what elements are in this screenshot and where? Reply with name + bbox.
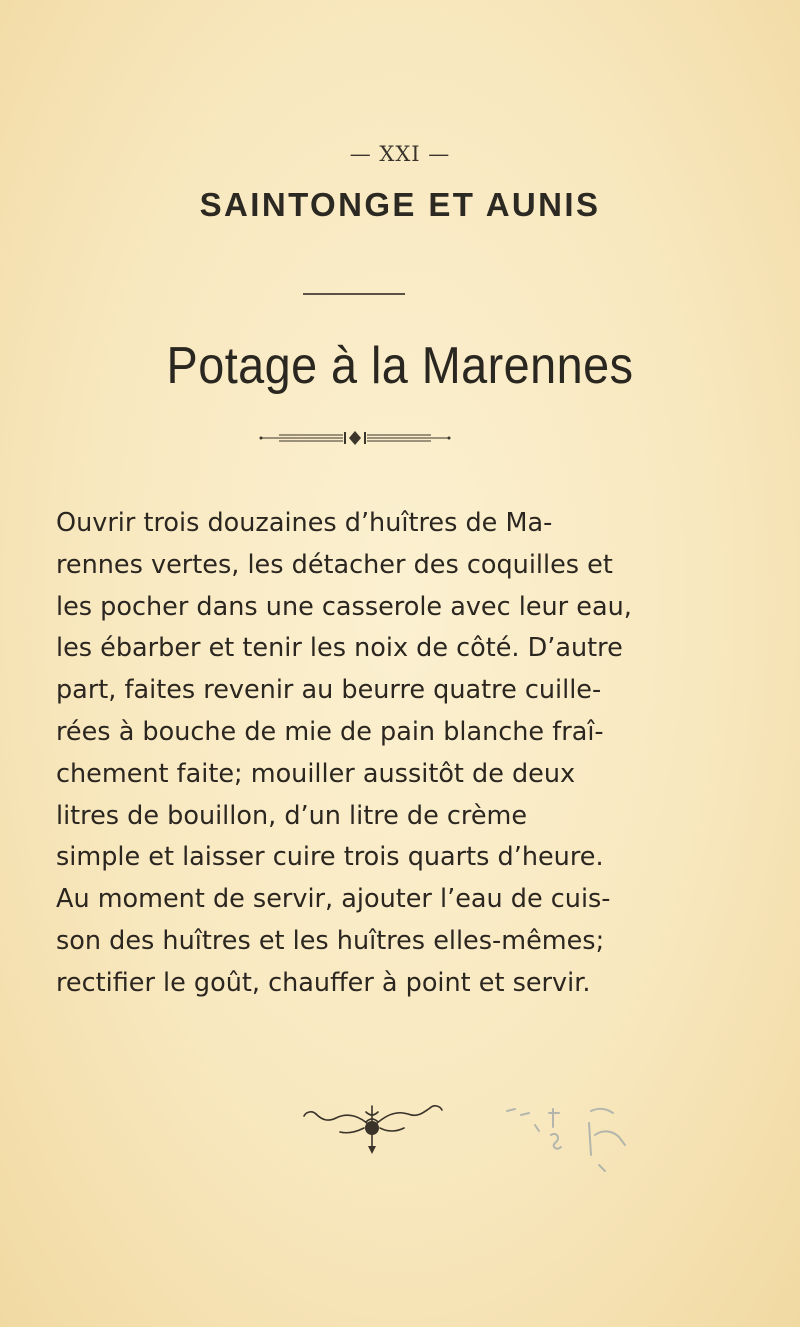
body-line: rennes vertes, les détacher des coquilles et	[56, 549, 613, 580]
title-ornament-icon	[257, 428, 453, 448]
body-line: rées à bouche de mie de pain blanche fraî-	[56, 716, 604, 747]
library-stamp-icon	[495, 1105, 655, 1195]
body-line: part, faites revenir au beurre quatre cuille-	[56, 675, 602, 706]
page-number: — XXI —	[349, 142, 451, 166]
body-line: les ébarber et tenir les noix de côté. D’autre	[56, 633, 623, 664]
body-line: Ouvrir trois douzaines d’huîtres de Ma-	[56, 508, 553, 538]
body-line: chement faite; mouiller aussitôt de deux	[56, 758, 576, 789]
floral-vignette-icon	[300, 1098, 444, 1156]
recipe-title: Potage à la Marennes	[166, 337, 634, 395]
title-divider	[303, 293, 405, 295]
body-line: rectifier le goût, chauffer à point et servir.	[56, 967, 591, 998]
recipe-body	[56, 503, 746, 1005]
body-line: son des huîtres et les huîtres elles-mêmes;	[56, 925, 605, 956]
body-line: les pocher dans une casserole avec leur eau,	[56, 591, 632, 622]
region-title: SAINTONGE ET AUNIS	[199, 186, 601, 223]
body-line: litres de bouillon, d’un litre de crème	[56, 800, 528, 831]
body-line: Au moment de servir, ajouter l’eau de cuis-	[56, 884, 611, 915]
body-line: simple et laisser cuire trois quarts d’heure.	[56, 842, 604, 873]
